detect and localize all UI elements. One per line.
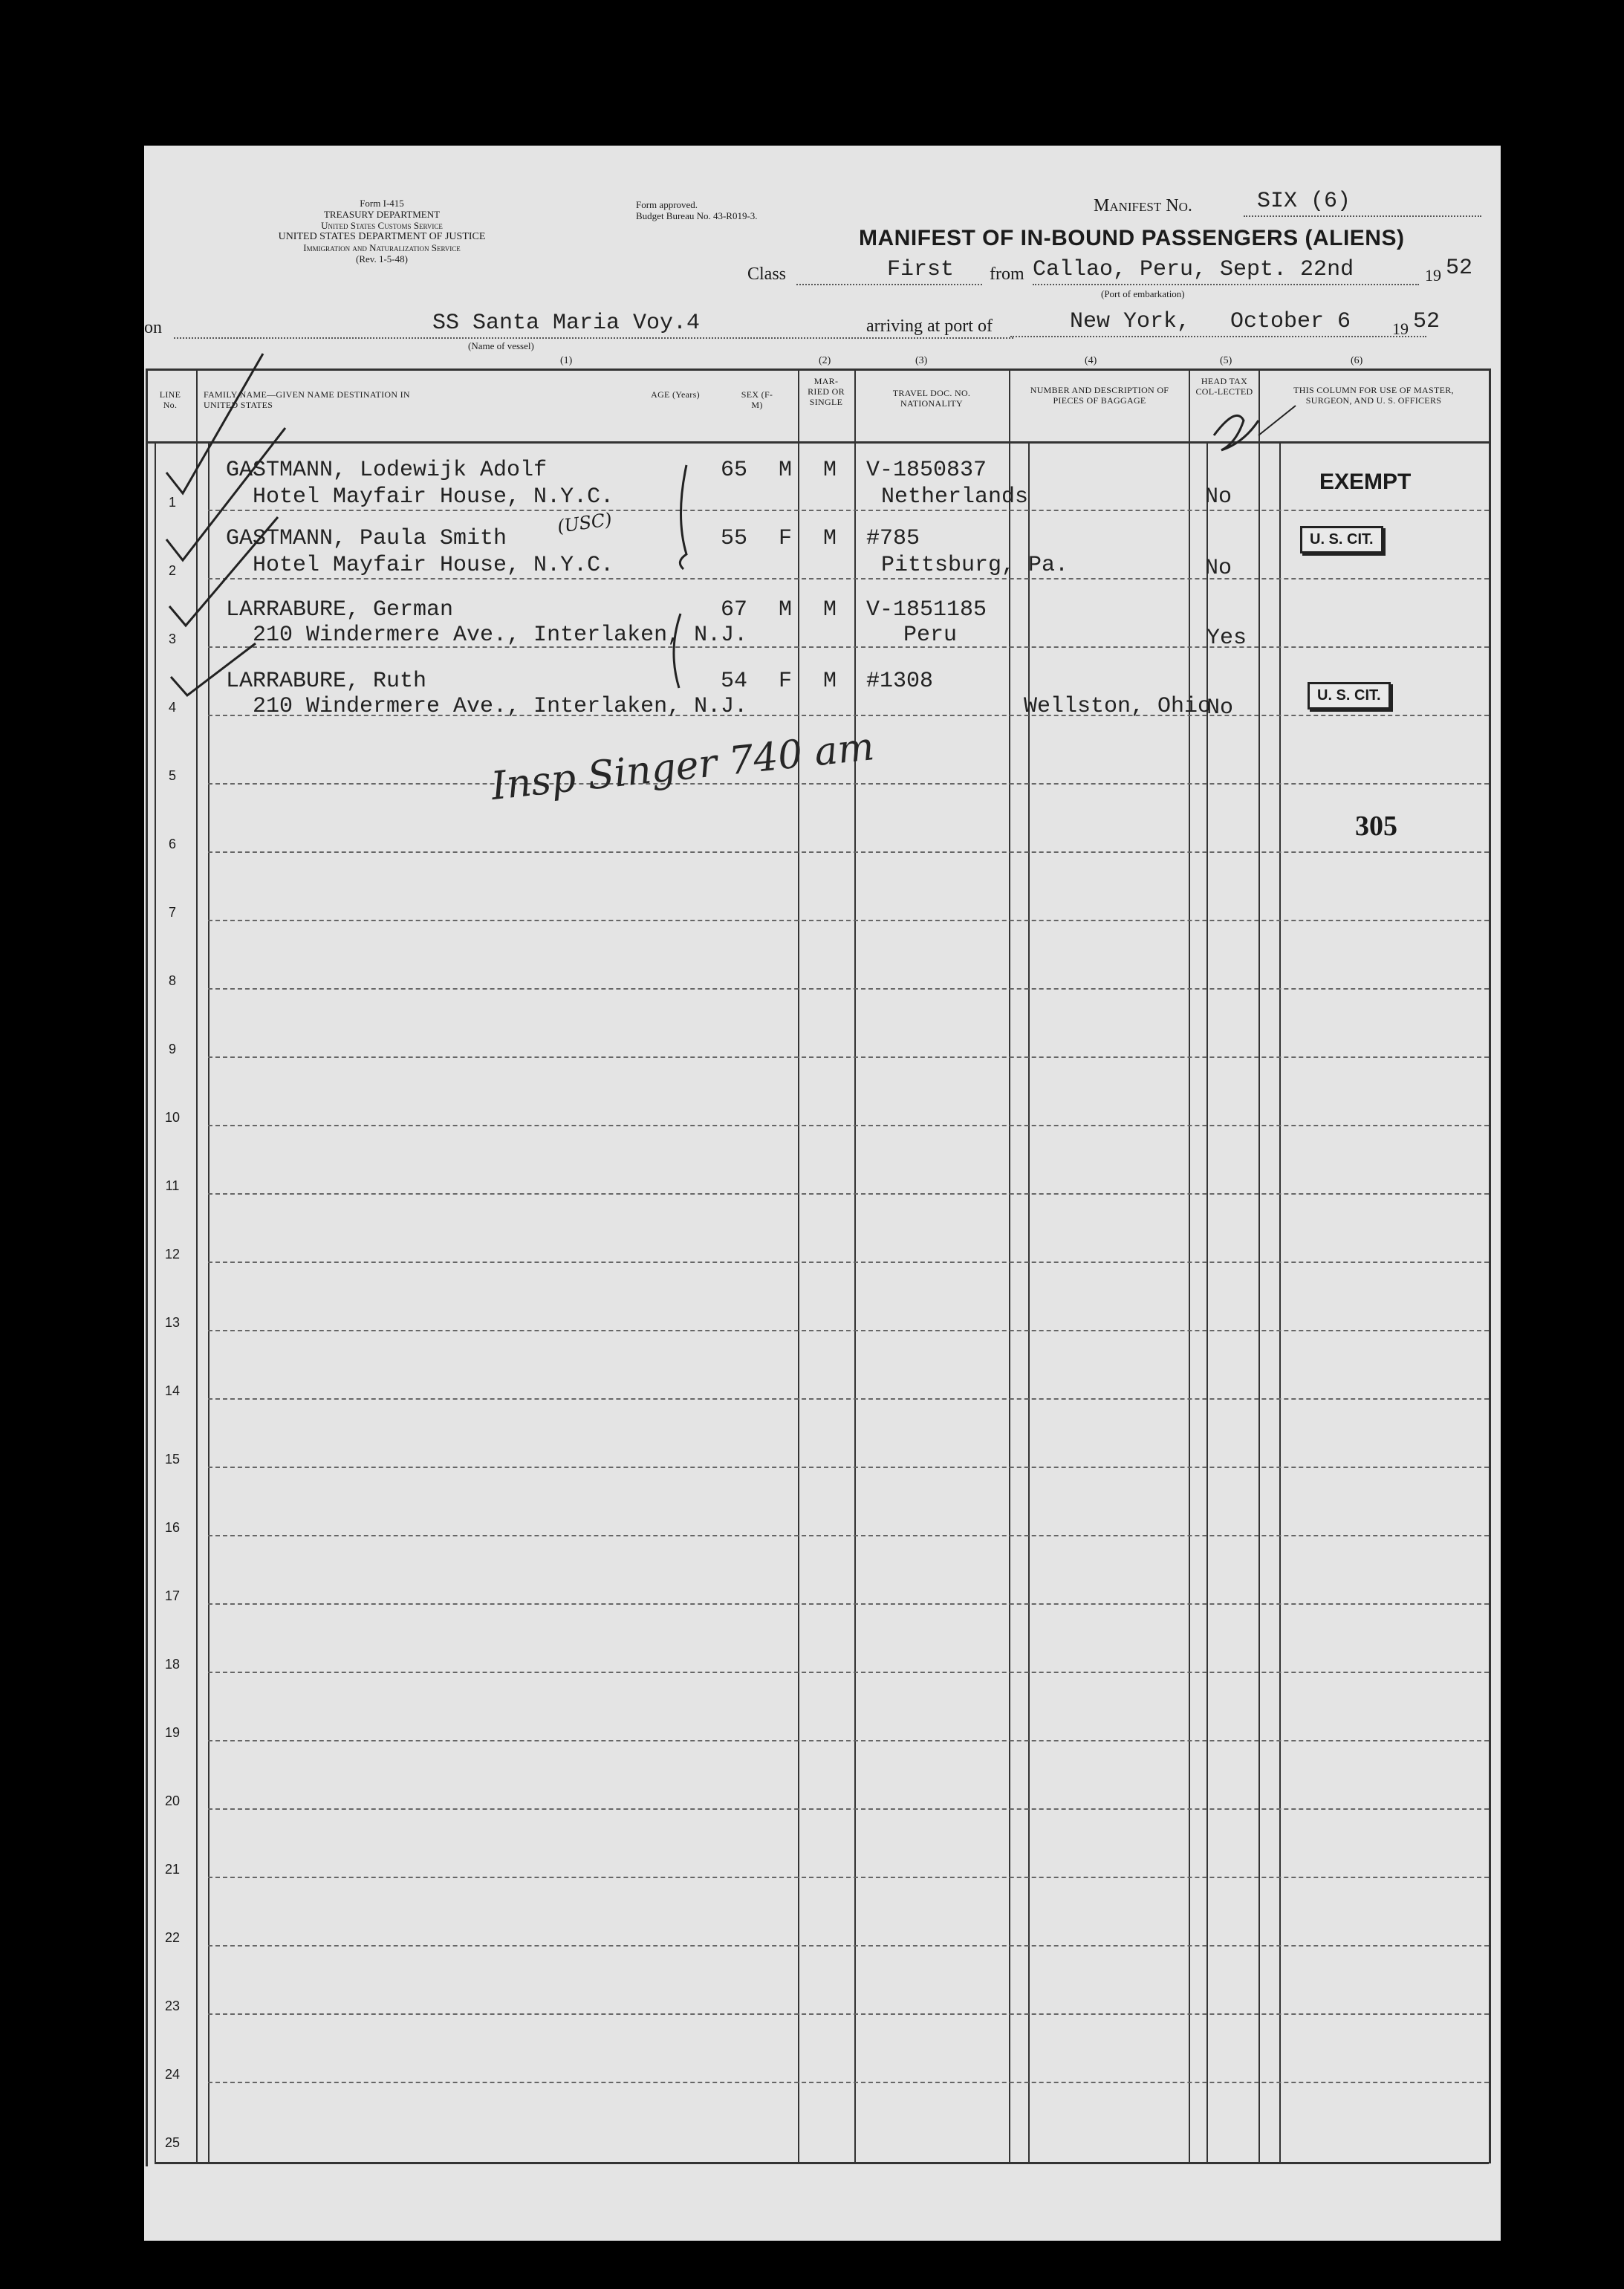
passenger-name: GASTMANN, Lodewijk Adolf	[226, 458, 548, 483]
us-citizen-stamp: U. S. CIT.	[1300, 526, 1383, 553]
head-tax: Yes	[1206, 626, 1247, 651]
passenger-name: LARRABURE, Ruth	[226, 669, 427, 694]
line-number: 9	[168, 1042, 176, 1056]
line-number: 12	[164, 1247, 181, 1262]
arriving-label: arriving at port of	[866, 316, 993, 336]
col-married: MAR-RIED OR SINGLE	[808, 376, 845, 407]
passenger-sex: F	[779, 669, 793, 694]
head-tax: No	[1205, 556, 1232, 581]
passenger-age: 67	[721, 597, 748, 623]
col-head-tax: HEAD TAX COL-LECTED	[1195, 376, 1253, 397]
passenger-married: M	[823, 597, 837, 623]
line-number: 5	[168, 768, 176, 783]
passenger-sex: M	[779, 597, 793, 623]
line-number: 10	[164, 1110, 181, 1125]
line-number: 20	[164, 1793, 181, 1808]
manifest-sheet	[144, 146, 1501, 2241]
col-age: AGE (Years)	[651, 389, 700, 400]
port-caption: (Port of embarkation)	[1101, 288, 1185, 299]
head-tax: No	[1205, 484, 1232, 510]
passenger-married: M	[823, 458, 837, 483]
page-number: 305	[1355, 811, 1397, 842]
manifest-number-label: Manifest No.	[1094, 196, 1192, 215]
passenger-sex: F	[779, 526, 793, 551]
passenger-married: M	[823, 526, 837, 551]
col-baggage: NUMBER AND DESCRIPTION OF PIECES OF BAGGAGE	[1030, 385, 1169, 406]
col-name: FAMILY NAME—GIVEN NAME DESTINATION IN UNITED STATES	[204, 389, 410, 410]
form-metadata	[278, 198, 486, 264]
col-travel-doc: TRAVEL DOC. NO. NATIONALITY	[892, 388, 971, 409]
vessel-name: SS Santa Maria Voy.4	[432, 311, 701, 336]
year1-value: 52	[1446, 256, 1473, 281]
handwritten-checkmarks	[144, 331, 1481, 777]
column-number: (2)	[819, 355, 831, 366]
line-number: 25	[164, 2135, 181, 2150]
line-number: 6	[168, 837, 176, 851]
passenger-nationality: Peru	[903, 623, 958, 648]
arrival-port: New York,	[1070, 309, 1191, 334]
port-of-embarkation: Callao, Peru, Sept. 22nd	[1033, 257, 1354, 282]
column-number: (3)	[915, 355, 928, 366]
line-number: 3	[168, 631, 176, 646]
line-number: 8	[168, 973, 176, 988]
line-number: 2	[168, 563, 176, 578]
passenger-destination: Hotel Mayfair House, N.Y.C.	[253, 484, 614, 510]
passenger-nationality: Netherlands	[881, 484, 1029, 510]
budget-bureau: Budget Bureau No. 43-R019-3.	[636, 210, 758, 221]
passenger-nationality: Pittsburg, Pa.	[881, 553, 1069, 578]
customs-service: United States Customs Service	[321, 220, 443, 231]
passenger-doc: V-1850837	[866, 458, 987, 483]
col-line-no: LINE No.	[159, 389, 181, 410]
passenger-age: 54	[721, 669, 748, 694]
line-number: 21	[164, 1862, 181, 1877]
vessel-caption: (Name of vessel)	[468, 340, 534, 351]
column-number: (4)	[1085, 355, 1097, 366]
passenger-sex: M	[779, 458, 793, 483]
form-number: Form I-415	[360, 198, 404, 209]
year2-value: 52	[1413, 309, 1441, 334]
column-number: (6)	[1351, 355, 1363, 366]
justice-department: UNITED STATES DEPARTMENT OF JUSTICE	[278, 231, 486, 242]
year1-prefix: 19	[1425, 266, 1441, 285]
passenger-destination: 210 Windermere Ave., Interlaken, N.J.	[253, 623, 748, 648]
passenger-doc: V-1851185	[866, 597, 987, 623]
line-number: 24	[164, 2067, 181, 2082]
line-number: 22	[164, 1930, 181, 1945]
line-number: 19	[164, 1725, 181, 1740]
form-approved: Form approved.	[636, 199, 698, 210]
head-tax: No	[1206, 695, 1234, 721]
passenger-age: 55	[721, 526, 748, 551]
passenger-doc: #1308	[866, 669, 934, 694]
passenger-age: 65	[721, 458, 748, 483]
usc-handwritten-note: (USC)	[556, 509, 614, 537]
line-number: 13	[164, 1315, 181, 1330]
column-number: (1)	[560, 355, 573, 366]
arrival-date: October 6	[1230, 309, 1351, 334]
line-number: 11	[165, 1178, 180, 1193]
line-number: 14	[164, 1383, 181, 1398]
line-number: 18	[164, 1657, 181, 1672]
passenger-destination: Hotel Mayfair House, N.Y.C.	[253, 553, 614, 578]
line-number: 23	[164, 1999, 181, 2013]
line-number: 7	[168, 905, 176, 920]
line-number: 1	[168, 495, 176, 510]
form-approval	[636, 199, 758, 221]
manifest-number-value: SIX (6)	[1257, 189, 1351, 214]
treasury-department: TREASURY DEPARTMENT	[323, 209, 441, 220]
year2-prefix: 19	[1392, 319, 1409, 338]
passenger-doc: #785	[866, 526, 920, 551]
passenger-destination: 210 Windermere Ave., Interlaken, N.J.	[253, 694, 748, 719]
passenger-nationality: Wellston, Ohio	[1024, 694, 1212, 719]
ins: Immigration and Naturalization Service	[303, 242, 461, 253]
class-label: Class	[747, 264, 787, 284]
line-number: 15	[164, 1452, 181, 1467]
col-officers: THIS COLUMN FOR USE OF MASTER, SURGEON, AND U. S. OFFICERS	[1293, 385, 1454, 406]
line-number: 17	[164, 1588, 181, 1603]
inspector-handwritten-note: Insp Singer 740 am	[489, 724, 877, 809]
rev-date: (Rev. 1-5-48)	[356, 253, 408, 264]
passenger-married: M	[823, 669, 837, 694]
from-label: from	[990, 264, 1024, 284]
column-number: (5)	[1220, 355, 1232, 366]
line-number: 16	[164, 1520, 181, 1535]
passenger-name: LARRABURE, German	[226, 597, 454, 623]
col-sex: SEX (F-M)	[741, 389, 773, 410]
on-label: on	[144, 318, 162, 337]
page-title: MANIFEST OF IN-BOUND PASSENGERS (ALIENS)	[859, 226, 1405, 250]
line-number: 4	[168, 700, 176, 715]
us-citizen-stamp: U. S. CIT.	[1308, 682, 1391, 710]
class-value: First	[887, 257, 955, 282]
exempt-stamp: EXEMPT	[1319, 470, 1412, 494]
passenger-name: GASTMANN, Paula Smith	[226, 526, 507, 551]
